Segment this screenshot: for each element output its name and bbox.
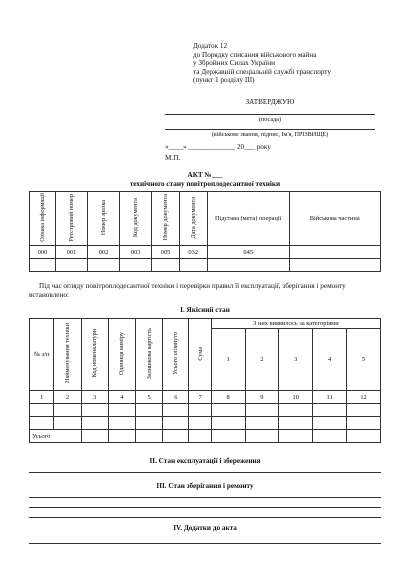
empty-cell	[163, 430, 189, 443]
header-cell: Дата документа	[179, 192, 207, 246]
column-number: 7	[189, 391, 211, 404]
empty-cell	[313, 404, 347, 417]
empty-cell	[279, 417, 313, 430]
position-caption: (посада)	[258, 116, 282, 123]
empty-cell	[136, 417, 163, 430]
empty-cell	[347, 430, 381, 443]
empty-cell	[136, 404, 163, 417]
empty-cell	[108, 430, 135, 443]
annex-block	[193, 42, 393, 85]
empty-cell	[108, 404, 135, 417]
total-label: Усього	[30, 430, 82, 443]
header-cell: Ознака інформації	[30, 192, 56, 246]
header-cell: Код номенклатури	[81, 319, 108, 391]
quality-table	[29, 318, 381, 443]
empty-cell	[279, 430, 313, 443]
column-number: 12	[347, 391, 381, 404]
empty-cell	[81, 417, 108, 430]
annex-line: (пункт 1 розділу ІІІ)	[193, 76, 255, 85]
empty-cell	[347, 404, 381, 417]
column-number: 2	[54, 391, 81, 404]
signature-caption: (військове звання, підпис, Ім'я, ПРІЗВИЩЕ)	[211, 131, 329, 138]
category-header: 2	[245, 329, 279, 391]
header-cell: Найменування техніки	[54, 319, 81, 391]
intro-text: Під час огляду повітроплодесантної техніки і перевірки правил її експлуатації, зберігання і ремонту встановлено:	[29, 282, 346, 299]
code-cell: 002	[88, 246, 120, 259]
position-line-2	[165, 129, 375, 130]
empty-cell	[245, 430, 279, 443]
section-quality-title: І. Якісний стан	[180, 306, 230, 314]
approve-label: ЗАТВЕРДЖУЮ	[245, 98, 295, 106]
empty-cell	[136, 430, 163, 443]
empty-cell	[30, 259, 56, 272]
empty-cell	[81, 404, 108, 417]
empty-cell	[189, 430, 211, 443]
annex-line: у Збройних Силах України	[193, 59, 275, 68]
empty-cell	[189, 417, 211, 430]
empty-cell	[289, 259, 381, 272]
empty-cell	[30, 417, 54, 430]
code-cell: 003	[120, 246, 152, 259]
column-number: 4	[108, 391, 135, 404]
annex-line: Додаток 12	[193, 42, 228, 50]
code-cell: 000	[30, 246, 56, 259]
section-operation-title: ІІ. Стан експлуатації і збереження	[149, 457, 261, 465]
empty-cell	[245, 417, 279, 430]
column-number: 9	[245, 391, 279, 404]
category-header: 1	[211, 329, 245, 391]
empty-cell	[189, 404, 211, 417]
column-number: 11	[313, 391, 347, 404]
empty-cell	[54, 404, 81, 417]
section-storage-title: ІІІ. Стан зберігання і ремонту	[156, 482, 254, 490]
empty-cell	[245, 404, 279, 417]
code-cell	[289, 246, 381, 259]
empty-cell	[313, 417, 347, 430]
column-number: 5	[136, 391, 163, 404]
empty-cell	[163, 404, 189, 417]
header-cell: Військова частина	[289, 192, 381, 246]
header-cell: Реєстровий номер	[55, 192, 87, 246]
header-cell: Сума	[189, 319, 211, 391]
empty-cell	[120, 259, 152, 272]
code-cell: 001	[55, 246, 87, 259]
empty-cell	[279, 404, 313, 417]
empty-cell	[313, 430, 347, 443]
header-cell: № з/п	[30, 319, 54, 391]
fill-line	[29, 517, 381, 518]
empty-cell	[152, 259, 179, 272]
fill-line	[29, 543, 381, 544]
header-cell: Номер зразка	[88, 192, 120, 246]
empty-cell	[108, 417, 135, 430]
column-number: 10	[279, 391, 313, 404]
column-number: 1	[30, 391, 54, 404]
empty-cell	[347, 417, 381, 430]
annex-line: до Порядку списання військового майна	[193, 50, 317, 59]
empty-cell	[55, 259, 87, 272]
empty-cell	[54, 417, 81, 430]
empty-cell	[211, 417, 245, 430]
empty-cell	[211, 404, 245, 417]
position-line	[165, 114, 375, 115]
empty-cell	[207, 259, 289, 272]
act-subtitle: технічного стану повітроплодесантної техніки	[129, 180, 281, 188]
category-header: 5	[347, 329, 381, 391]
code-cell: 005	[152, 246, 179, 259]
header-cell: Код документа	[120, 192, 152, 246]
fill-line	[29, 472, 381, 473]
codes-table	[29, 191, 381, 272]
date-line: «____» _____________ 20___ року	[165, 143, 271, 151]
category-header: 4	[313, 329, 347, 391]
empty-cell	[88, 259, 120, 272]
column-number: 3	[81, 391, 108, 404]
empty-cell	[163, 417, 189, 430]
header-cell: Одиниця виміру	[108, 319, 135, 391]
header-cell: Номер документа	[152, 192, 179, 246]
code-cell: 045	[207, 246, 289, 259]
empty-cell	[211, 430, 245, 443]
column-number: 8	[211, 391, 245, 404]
annex-line: та Державній спеціальній службі транспорту	[193, 67, 331, 76]
header-cell: Підстава (мета) операції	[207, 192, 289, 246]
fill-line	[29, 497, 381, 498]
empty-cell	[179, 259, 207, 272]
stamp-label: М.П.	[165, 154, 181, 162]
code-cell: 032	[179, 246, 207, 259]
column-number: 6	[163, 391, 189, 404]
category-header: 3	[279, 329, 313, 391]
category-group-header: З них виявилось за категоріями	[211, 319, 380, 329]
empty-cell	[81, 430, 108, 443]
section-attachments-title: IV. Додатки до акта	[173, 524, 237, 532]
header-cell: Залишкова вартість	[136, 319, 163, 391]
empty-cell	[30, 404, 54, 417]
act-title: АКТ №___	[187, 171, 223, 179]
fill-line	[29, 507, 381, 508]
header-cell: Усього оглянуто	[163, 319, 189, 391]
